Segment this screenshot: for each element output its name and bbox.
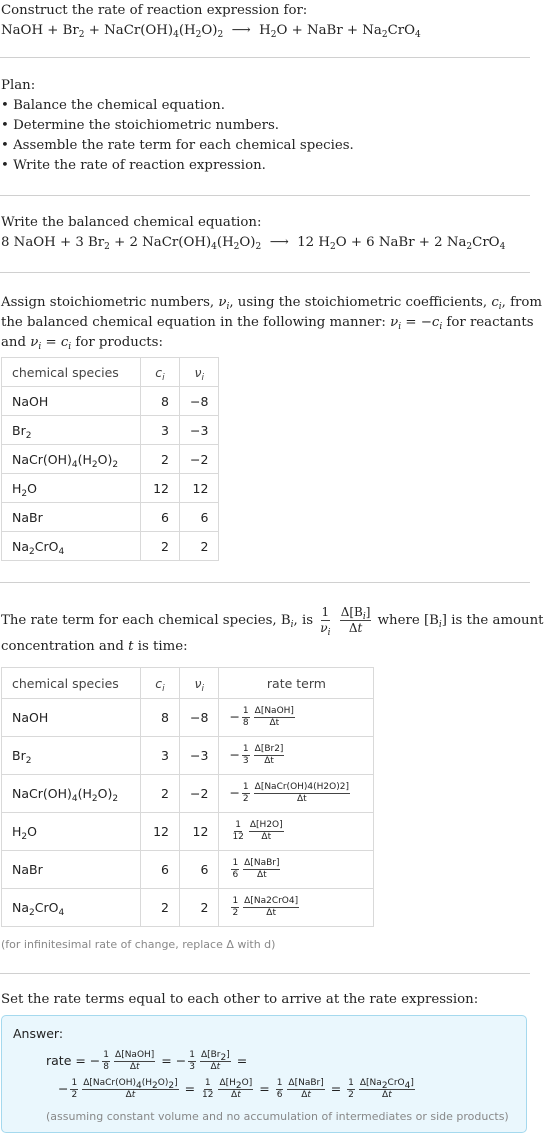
c-cell: 2 bbox=[141, 532, 180, 561]
nu-cell: −3 bbox=[180, 416, 219, 445]
rate-dt: Δt bbox=[296, 794, 307, 804]
c-cell: 12 bbox=[141, 813, 180, 851]
rate-word: rate bbox=[46, 1053, 72, 1068]
species-cell: $H_2O$ bbox=[2, 813, 141, 851]
species-cell: NaOH bbox=[2, 699, 141, 737]
species-cell: $NaCr(OH)_4(H_2O)_2$ bbox=[2, 775, 141, 813]
nu-cell: 12 bbox=[180, 474, 219, 503]
species-cell: NaOH bbox=[2, 387, 141, 416]
rate-sign: − bbox=[229, 709, 240, 724]
species-cell: NaBr bbox=[2, 503, 141, 532]
stoich-section bbox=[0, 293, 543, 353]
rate-dt: Δt bbox=[261, 832, 272, 842]
rate-den: 2 bbox=[232, 908, 239, 918]
rate-expression-line-2: − $\frac{1}{2}$ $\frac{\Delta[NaCr(OH)_4(H_2O)_2]}{\Delta t}$ = $\frac{1}{12}$ $\frac{\Delta[H_2O]}{\Delta t}$ = $\frac{1}{6}$ $\frac{\text{Δ[NaBr]}}{\Delta t}$ = $\frac{1}{2}$ $\frac{\Delta[Na_2CrO_4]}{\Delta t}$ bbox=[58, 1078, 414, 1100]
rate-terms-table bbox=[1, 667, 374, 927]
rate-term-cell bbox=[219, 851, 374, 889]
table-header-row bbox=[2, 668, 374, 699]
rate-expression-line-1: rate = − $\frac{1}{8}$ $\frac{\text{Δ[NaOH]}}{\Delta t}$ = − $\frac{1}{3}$ $\frac{\Delta[Br_2]}{\Delta t}$ = bbox=[46, 1050, 248, 1072]
final-section bbox=[0, 990, 530, 1010]
final-heading: Set the rate terms equal to each other to arrive at the rate expression: bbox=[1, 992, 479, 1007]
divider bbox=[0, 195, 530, 196]
infinitesimal-note: (for infinitesimal rate of change, replace Δ with d) bbox=[1, 938, 276, 951]
plan-section bbox=[0, 76, 530, 176]
nu-cell: −3 bbox=[180, 737, 219, 775]
plan-step: • Determine the stoichiometric numbers. bbox=[1, 118, 280, 133]
rate-term-cell bbox=[219, 813, 374, 851]
rate-conc: Δ[NaBr] bbox=[244, 858, 280, 868]
species-cell: $NaCr(OH)_4(H_2O)_2$ bbox=[2, 445, 141, 474]
rate-terms-section bbox=[0, 603, 544, 657]
species-cell: $Br_2$ bbox=[2, 416, 141, 445]
header-c: $c_i$ bbox=[141, 358, 180, 387]
answer-label: Answer: bbox=[13, 1026, 64, 1041]
header-reaction: NaOH + $Br_2$ + $NaCr(OH)_4(H_2O)_2$ ⟶ $H_2O$ + NaBr + $Na_2CrO_4$ bbox=[1, 23, 421, 40]
stoich-intro: and $\nu_i = c_i$ for products: bbox=[1, 335, 163, 352]
rate-conc: Δ[Br2] bbox=[254, 744, 284, 754]
header-species: chemical species bbox=[2, 358, 141, 387]
c-cell: 6 bbox=[141, 851, 180, 889]
table-row bbox=[2, 889, 374, 927]
c-cell: 2 bbox=[141, 445, 180, 474]
nu-cell: 12 bbox=[180, 813, 219, 851]
rate-term-cell bbox=[219, 889, 374, 927]
answer-box bbox=[1, 1015, 527, 1133]
stoich-table bbox=[1, 357, 219, 561]
header-species: chemical species bbox=[2, 668, 141, 699]
rate-dt: Δt bbox=[256, 870, 267, 880]
rate-dt: Δt bbox=[264, 756, 274, 766]
nu-cell: −8 bbox=[180, 699, 219, 737]
rate-term-cell bbox=[219, 775, 374, 813]
rate-dt: Δt bbox=[266, 908, 276, 918]
nu-cell: 2 bbox=[180, 532, 219, 561]
rate-den: 2 bbox=[242, 794, 249, 804]
c-cell: 8 bbox=[141, 699, 180, 737]
rate-conc: Δ[NaCr(OH)4(H2O)2] bbox=[254, 782, 349, 792]
stoich-intro: Assign stoichiometric numbers, $\nu_i$, using the stoichiometric coefficients, $c_i$, from bbox=[1, 295, 543, 312]
species-cell: $Br_2$ bbox=[2, 737, 141, 775]
rate-terms-intro: The rate term for each chemical species, $B_i$, is $\frac{1}{\nu_i}$ $\frac{\Delta[B_i]}{\Delta t}$ where $[B_i]$ is the amount bbox=[1, 605, 544, 638]
nu-cell: −2 bbox=[180, 445, 219, 474]
table-row bbox=[2, 737, 374, 775]
balanced-section bbox=[0, 213, 530, 253]
c-cell: 6 bbox=[141, 503, 180, 532]
rate-term-cell bbox=[219, 699, 374, 737]
species-cell: NaBr bbox=[2, 851, 141, 889]
c-cell: 2 bbox=[141, 889, 180, 927]
table-row bbox=[2, 699, 374, 737]
nu-cell: −2 bbox=[180, 775, 219, 813]
table-row bbox=[2, 851, 374, 889]
nu-cell: 2 bbox=[180, 889, 219, 927]
header-rate-term: rate term bbox=[219, 668, 374, 699]
header-c: $c_i$ bbox=[141, 668, 180, 699]
c-cell: 3 bbox=[141, 737, 180, 775]
species-cell: $Na_2CrO_4$ bbox=[2, 889, 141, 927]
table-header-row bbox=[2, 358, 219, 387]
c-cell: 12 bbox=[141, 474, 180, 503]
species-cell: $Na_2CrO_4$ bbox=[2, 532, 141, 561]
rate-conc: Δ[Na2CrO4] bbox=[244, 896, 299, 906]
table-row bbox=[2, 474, 219, 503]
rate-num: 1 bbox=[242, 706, 249, 716]
header-nu: $\nu_i$ bbox=[180, 358, 219, 387]
table-row bbox=[2, 387, 219, 416]
divider bbox=[0, 272, 530, 273]
table-row bbox=[2, 532, 219, 561]
divider bbox=[0, 57, 530, 58]
nu-cell: 6 bbox=[180, 851, 219, 889]
rate-term-cell bbox=[219, 737, 374, 775]
table-row bbox=[2, 416, 219, 445]
table-row bbox=[2, 813, 374, 851]
rate-num: 1 bbox=[242, 744, 249, 754]
table-row bbox=[2, 503, 219, 532]
stoich-intro: the balanced chemical equation in the following manner: $\nu_i = -c_i$ for reactants bbox=[1, 315, 534, 332]
rate-num: 1 bbox=[232, 896, 239, 906]
rate-num: 1 bbox=[235, 820, 242, 830]
c-cell: 3 bbox=[141, 416, 180, 445]
rate-conc: Δ[NaOH] bbox=[254, 706, 294, 716]
rate-den: 3 bbox=[242, 756, 249, 766]
table-row bbox=[2, 775, 374, 813]
rate-den: 12 bbox=[232, 832, 244, 842]
rate-sign: − bbox=[229, 785, 240, 800]
c-cell: 8 bbox=[141, 387, 180, 416]
rate-terms-intro: concentration and t is time: bbox=[1, 639, 188, 654]
rate-den: 6 bbox=[232, 870, 239, 880]
assumption-note: (assuming constant volume and no accumulation of intermediates or side products) bbox=[46, 1110, 509, 1123]
rate-sign: − bbox=[229, 747, 240, 762]
table-row bbox=[2, 445, 219, 474]
rate-dt: Δt bbox=[269, 718, 280, 728]
plan-heading: Plan: bbox=[1, 78, 36, 93]
balanced-heading: Write the balanced chemical equation: bbox=[1, 215, 262, 230]
plan-step: • Assemble the rate term for each chemical species. bbox=[1, 138, 354, 153]
species-cell: $H_2O$ bbox=[2, 474, 141, 503]
plan-step: • Write the rate of reaction expression. bbox=[1, 158, 266, 173]
nu-cell: −8 bbox=[180, 387, 219, 416]
divider bbox=[0, 973, 530, 974]
rate-den: 8 bbox=[242, 718, 249, 728]
rate-num: 1 bbox=[232, 858, 239, 868]
header-nu: $\nu_i$ bbox=[180, 668, 219, 699]
nu-cell: 6 bbox=[180, 503, 219, 532]
rate-num: 1 bbox=[242, 782, 249, 792]
c-cell: 2 bbox=[141, 775, 180, 813]
header-title: Construct the rate of reaction expression for: bbox=[1, 3, 308, 18]
divider bbox=[0, 582, 530, 583]
plan-step: • Balance the chemical equation. bbox=[1, 98, 225, 113]
header-section bbox=[0, 0, 530, 41]
rate-conc: Δ[H2O] bbox=[249, 820, 283, 830]
balanced-equation: 8 NaOH + 3 $Br_2 + 2$ $NaCr(OH)_4(H_2O)_2$ ⟶ 12 $H_2O + 6$ NaBr + 2 $Na_2CrO_4$ bbox=[1, 235, 506, 252]
